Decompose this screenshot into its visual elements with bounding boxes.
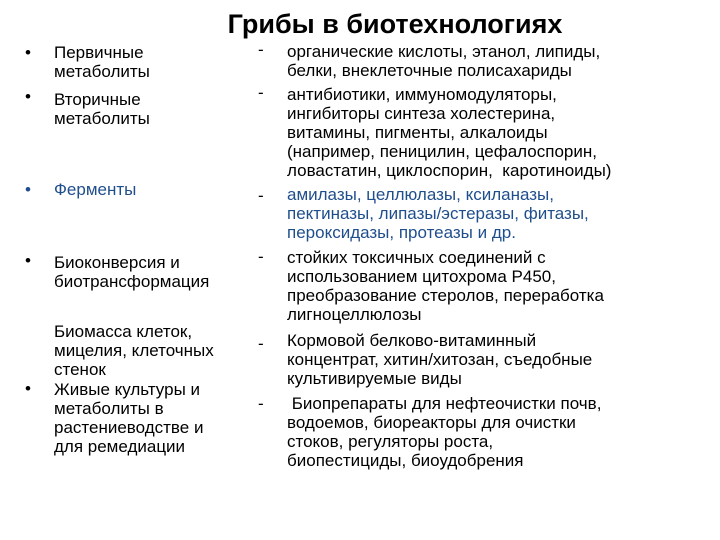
- bullet-enzymes-marker: •: [25, 180, 31, 199]
- category-primary-metabolites: Первичные метаболиты: [54, 43, 150, 81]
- detail-enzymes: амилазы, целлюлазы, ксиланазы, пектиназы, липазы/эстеразы, фитазы, пероксидазы, протеазы и др.: [287, 185, 589, 242]
- dash-enzymes-marker: -: [258, 186, 264, 205]
- dash-primary-marker: -: [258, 40, 264, 59]
- category-secondary-metabolites: Вторичные метаболиты: [54, 90, 150, 128]
- bullet-bioconversion-marker: •: [25, 251, 31, 270]
- dash-cultures-marker: -: [258, 394, 264, 413]
- detail-bioconversion: стойких токсичных соединений с использованием цитохрома Р450, преобразование стеролов, переработка лигноцеллюлозы: [287, 248, 604, 324]
- bullet-secondary-marker: •: [25, 87, 31, 106]
- bullet-cultures-marker: •: [25, 379, 31, 398]
- category-enzymes: Ферменты: [54, 180, 137, 199]
- slide-title: Грибы в биотехнологиях: [227, 9, 563, 39]
- dash-secondary-marker: -: [258, 83, 264, 102]
- dash-biomass-marker: -: [258, 334, 264, 353]
- category-live-cultures: Живые культуры и метаболиты в растениеводстве и для ремедиации: [54, 380, 204, 456]
- category-bioconversion: Биоконверсия и биотрансформация: [54, 253, 210, 291]
- detail-primary-metabolites: органические кислоты, этанол, липиды, белки, внеклеточные полисахариды: [287, 42, 601, 80]
- bullet-primary-marker: •: [25, 43, 31, 62]
- category-biomass: Биомасса клеток, мицелия, клеточных стенок: [54, 322, 214, 379]
- detail-biomass: Кормовой белково-витаминный концентрат, хитин/хитозан, съедобные культивируемые виды: [287, 331, 593, 388]
- detail-live-cultures: Биопрепараты для нефтеочистки почв, водоемов, биореакторы для очистки стоков, регуляторы роста, биопестициды, биоудобрения: [287, 394, 602, 470]
- detail-secondary-metabolites: антибиотики, иммуномодуляторы, ингибиторы синтеза холестерина, витамины, пигменты, алкалоиды (например, пеницилин, цефалоспорин, ловастатин, циклоспорин, каротиноиды): [287, 85, 612, 180]
- dash-bioconversion-marker: -: [258, 247, 264, 266]
